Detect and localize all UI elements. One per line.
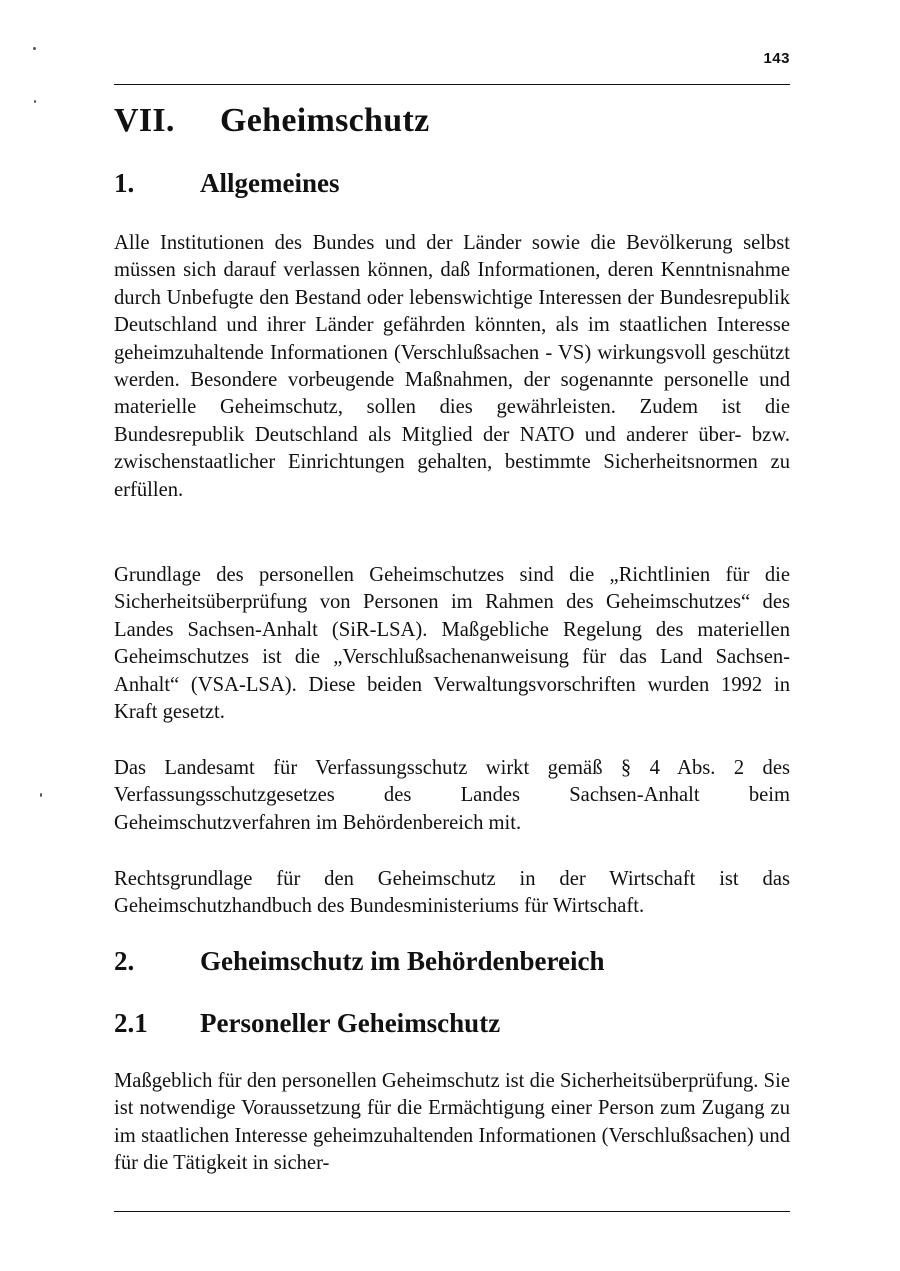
scan-speck [40, 793, 42, 797]
subsection-title: Personeller Geheimschutz [200, 1008, 501, 1038]
section-heading-allgemeines [114, 168, 339, 199]
scan-speck [34, 100, 36, 103]
subsection-heading-personeller [114, 1008, 500, 1039]
footer-rule [114, 1211, 790, 1212]
chapter-title: Geheimschutz [220, 102, 430, 139]
section-number: 1. [114, 168, 135, 198]
chapter-number: VII. [114, 102, 175, 139]
document-page [114, 0, 790, 1271]
paragraph-sicherheitsueberpruefung: Maßgeblich für den personellen Geheimschutz ist die Sicherheitsüberprüfung. Sie ist notwendige Voraussetzung für die Ermächtigung einer Person zum Zugang zu im staatlichen Interesse geheimzuhaltenden Informationen (Verschlußsachen) und für die Tätigkeit in sicher- [114, 1070, 790, 1175]
section-heading-behoerdenbereich [114, 946, 604, 977]
section-number: 2. [114, 946, 135, 976]
paragraph-intro: Alle Institutionen des Bundes und der Länder sowie die Bevölkerung selbst müssen sich darauf verlassen können, daß Informationen, deren Kenntnisnahme durch Unbefugte den Bestand oder lebenswichtige Interessen der Bundesrepublik Deutschland und ihrer Länder gefährden könnten, als im staatlichen Interesse geheimzuhaltende Informationen (Verschlußsachen - VS) wirkungsvoll geschützt werden. Besondere vorbeugende Maßnahmen, der sogenannte personelle und materielle Geheimschutz, sollen dies gewährleisten. Zudem ist die Bundesrepublik Deutschland als Mitglied der NATO und anderer über- bzw. zwischenstaatlicher Einrichtungen gehalten, bestimmte Sicherheitsnormen zu erfüllen. [114, 232, 790, 501]
paragraph-wirtschaft: Rechtsgrundlage für den Geheimschutz in der Wirtschaft ist das Geheimschutzhandbuch des Bundesministeriums für Wirtschaft. [114, 868, 790, 918]
paragraph-grundlage: Grundlage des personellen Geheimschutzes sind die „Richtlinien für die Sicherheitsüberprüfung von Personen im Rahmen des Geheimschutzes“ des Landes Sachsen-Anhalt (SiR-LSA). Maßgebliche Regelung des materiellen Geheimschutzes ist die „Verschlußsachenanweisung für das Land Sachsen-Anhalt“ (VSA-LSA). Diese beiden Verwaltungsvorschriften wurden 1992 in Kraft gesetzt. [114, 564, 790, 724]
chapter-heading [114, 102, 429, 140]
paragraph-landesamt: Das Landesamt für Verfassungsschutz wirkt gemäß § 4 Abs. 2 des Verfassungsschutzgesetzes des Landes Sachsen-Anhalt beim Geheimschutzverfahren im Behördenbereich mit. [114, 757, 790, 834]
scan-speck [33, 47, 36, 50]
section-title: Geheimschutz im Behördenbereich [200, 946, 605, 976]
section-title: Allgemeines [200, 168, 340, 198]
page-number: 143 [763, 50, 790, 67]
subsection-number: 2.1 [114, 1008, 148, 1038]
header-rule [114, 84, 790, 85]
